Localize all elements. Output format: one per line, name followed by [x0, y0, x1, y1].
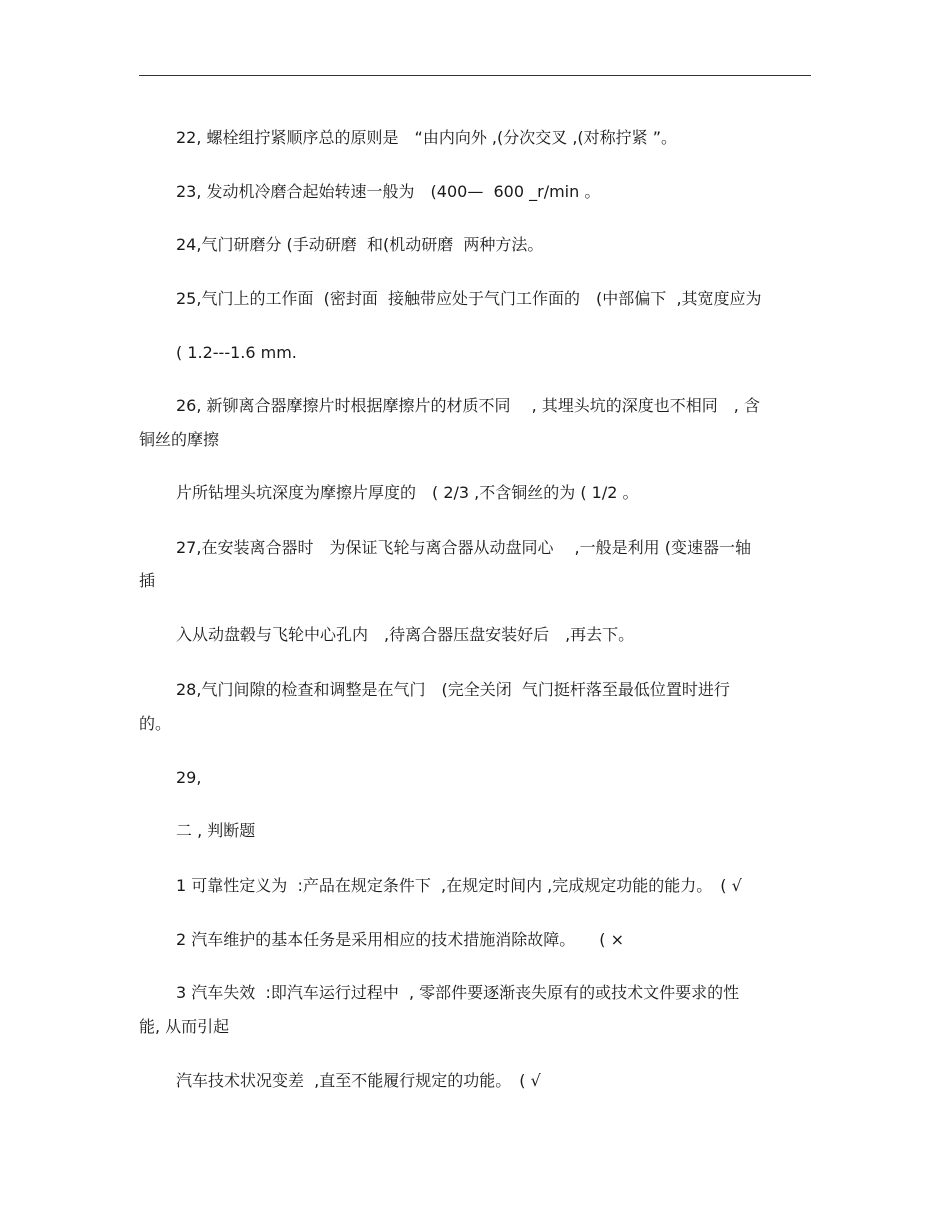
question-29: 29,: [176, 768, 202, 787]
question-26-wrap: 铜丝的摩擦: [139, 430, 220, 449]
judgement-3-wrap: 能, 从而引起: [139, 1017, 230, 1036]
section-heading: 二 , 判断题: [176, 821, 256, 840]
judgement-3-cont: 汽车技术状况变差 ,直至不能履行规定的功能。 ( √: [176, 1071, 541, 1090]
judgement-2: 2 汽车维护的基本任务是采用相应的技术措施消除故障。 ( ×: [176, 930, 625, 949]
question-28-wrap: 的。: [139, 714, 172, 733]
question-24: 24,气门研磨分 (手动研磨 和(机动研磨 两种方法。: [176, 235, 544, 254]
question-25-cont: ( 1.2---1.6 mm.: [176, 343, 297, 362]
question-26-cont: 片所钻埋头坑深度为摩擦片厚度的 ( 2/3 ,不含铜丝的为 ( 1/2 。: [176, 483, 639, 502]
question-23: 23, 发动机冷磨合起始转速一般为 (400— 600 _r/min 。: [176, 182, 601, 201]
question-26: 26, 新铆离合器摩擦片时根据摩擦片的材质不同 , 其埋头坑的深度也不相同 , 含: [176, 396, 760, 415]
judgement-3: 3 汽车失效 :即汽车运行过程中 , 零部件要逐渐丧失原有的或技术文件要求的性: [176, 983, 740, 1002]
question-28: 28,气门间隙的检查和调整是在气门 (完全关闭 气门挺杆落至最低位置时进行: [176, 680, 730, 699]
question-27-cont: 入从动盘毂与飞轮中心孔内 ,待离合器压盘安装好后 ,再去下。: [176, 625, 635, 644]
question-27-wrap: 插: [139, 571, 156, 590]
header-rule: [139, 75, 811, 76]
question-27: 27,在安装离合器时 为保证飞轮与离合器从动盘同心 ,一般是利用 (变速器一轴: [176, 538, 751, 557]
question-22: 22, 螺栓组拧紧顺序总的原则是 “由内向外 ,(分次交叉 ,(对称拧紧 ”。: [176, 128, 678, 147]
judgement-1: 1 可靠性定义为 :产品在规定条件下 ,在规定时间内 ,完成规定功能的能力。 ( √: [176, 876, 742, 895]
question-25: 25,气门上的工作面 (密封面 接触带应处于气门工作面的 (中部偏下 ,其宽度应为: [176, 289, 762, 308]
